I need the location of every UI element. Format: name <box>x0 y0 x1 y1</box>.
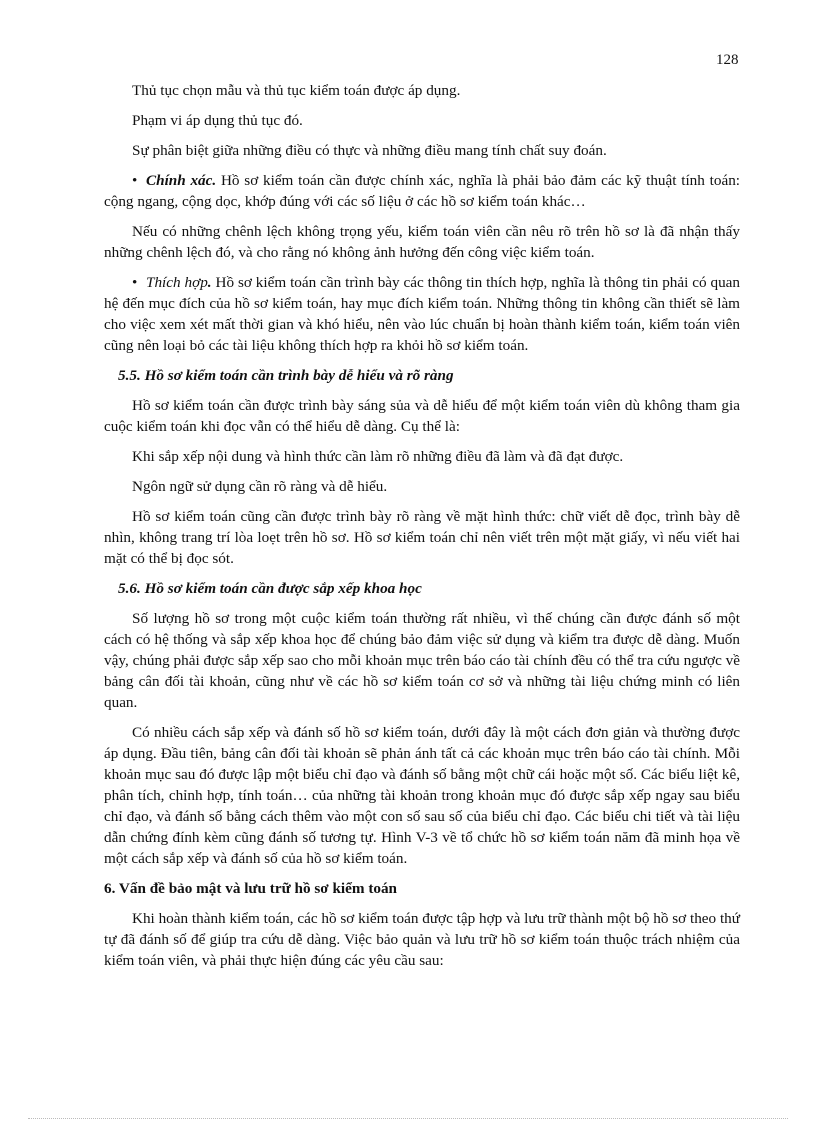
section-5-6-paragraph-1: Số lượng hồ sơ trong một cuộc kiểm toán thường rất nhiều, vì thế chúng cần được đánh số một cách có hệ thống và sắp xếp khoa học để chúng bảo đảm việc sử dụng và kiểm tra được dễ dàng. Muốn vậy, chúng phải được sắp xếp sao cho mỗi khoản mục trên báo cáo tài chính đều có thể tra cứu ngược về bảng cân đối tài khoản, cũng như về các hồ sơ kiểm toán cơ sở và những tài liệu chứng minh có liên quan. <box>104 610 740 711</box>
document-body <box>104 80 740 980</box>
bullet-term-relevance: Thích hợp. <box>146 274 212 291</box>
section-5-5-paragraph-2: Hồ sơ kiểm toán cũng cần được trình bày rõ ràng về mặt hình thức: chữ viết dễ đọc, trình bày dễ nhìn, không trang trí lòa loẹt trên hồ sơ. Hồ sơ kiểm toán chỉ nên viết trên một mặt giấy, vì nếu viết hai mặt có thể bị đọc sót. <box>104 508 740 567</box>
section-5-5-item-1: Khi sắp xếp nội dung và hình thức cần làm rõ những điều đã làm và đã đạt được. <box>132 448 624 465</box>
bullet-icon: • <box>132 172 138 189</box>
section-heading-6: 6. Vấn đề bảo mật và lưu trữ hồ sơ kiểm toán <box>104 880 398 897</box>
page-number: 128 <box>716 52 739 68</box>
list-line-sampling: Thủ tục chọn mẫu và thủ tục kiểm toán được áp dụng. <box>132 82 461 99</box>
section-heading-5-5: 5.5. Hồ sơ kiểm toán cần trình bày dễ hiểu và rõ ràng <box>118 367 454 384</box>
page-bottom-rule <box>28 1118 788 1119</box>
bullet-icon: • <box>132 274 138 291</box>
paragraph-discrepancy: Nếu có những chênh lệch không trọng yếu, kiểm toán viên cần nêu rõ trên hồ sơ là đã nhận thấy những chênh lệch đó, và cho rằng nó không ảnh hưởng đến công việc kiểm toán. <box>104 223 740 261</box>
section-6-paragraph-1: Khi hoàn thành kiểm toán, các hồ sơ kiểm toán được tập hợp và lưu trữ thành một bộ hồ sơ theo thứ tự đã đánh số để giúp tra cứu dễ dàng. Việc bảo quản và lưu trữ hồ sơ kiểm toán thuộc trách nhiệm của kiểm toán viên, và phải thực hiện đúng các yêu cầu sau: <box>104 910 740 969</box>
section-5-5-item-2: Ngôn ngữ sử dụng cần rõ ràng và dễ hiểu. <box>132 478 388 495</box>
bullet-relevance <box>104 272 740 356</box>
section-heading-5-6: 5.6. Hồ sơ kiểm toán cần được sắp xếp khoa học <box>118 580 422 597</box>
list-line-distinction: Sự phân biệt giữa những điều có thực và những điều mang tính chất suy đoán. <box>132 142 607 159</box>
list-line-scope: Phạm vi áp dụng thủ tục đó. <box>132 112 303 129</box>
bullet-text-relevance: Hồ sơ kiểm toán cần trình bày các thông tin thích hợp, nghĩa là thông tin phải có quan hệ đến mục đích của hồ sơ kiểm toán, hay mục đích kiểm toán. Những thông tin không cần thiết sẽ làm cho việc xem xét mất thời gian và khó hiểu, nên vào lúc chuẩn bị hoàn thành kiểm toán, kiểm toán viên cũng nên loại bỏ các tài liệu không thích hợp ra khỏi hồ sơ kiểm toán. <box>104 274 741 354</box>
bullet-accuracy <box>104 170 740 212</box>
section-5-5-paragraph-1: Hồ sơ kiểm toán cần được trình bày sáng sủa và dễ hiểu để một kiểm toán viên dù không tham gia cuộc kiểm toán khi đọc vẫn có thể hiểu dễ dàng. Cụ thể là: <box>104 397 740 435</box>
bullet-text-accuracy: Hồ sơ kiểm toán cần được chính xác, nghĩa là phải bảo đảm các kỹ thuật tính toán: cộng ngang, cộng dọc, khớp đúng với các số liệu ở các hồ sơ kiểm toán khác… <box>104 172 741 210</box>
section-5-6-paragraph-2: Có nhiều cách sắp xếp và đánh số hồ sơ kiểm toán, dưới đây là một cách đơn giản và thường được áp dụng. Đầu tiên, bảng cân đối tài khoản sẽ phản ánh tất cả các khoản mục trên báo cáo tài chính. Mỗi khoản mục sau đó được lập một biểu chỉ đạo và đánh số bằng một chữ cái hoặc một số. Các biểu liệt kê, phân tích, chỉnh hợp, tính toán… của những tài khoản trong khoản mục đó được sắp xếp ngay sau biểu chỉ đạo, và đánh số bằng cách thêm vào một con số sau số của biểu chỉ đạo. Các biểu chi tiết và tài liệu dẫn chứng đính kèm cũng đánh số tương tự. Hình V-3 về tổ chức hồ sơ kiểm toán năm đã minh họa về một cách sắp xếp và đánh số của hồ sơ kiểm toán. <box>104 724 740 867</box>
bullet-term-accuracy: Chính xác. <box>146 172 217 189</box>
